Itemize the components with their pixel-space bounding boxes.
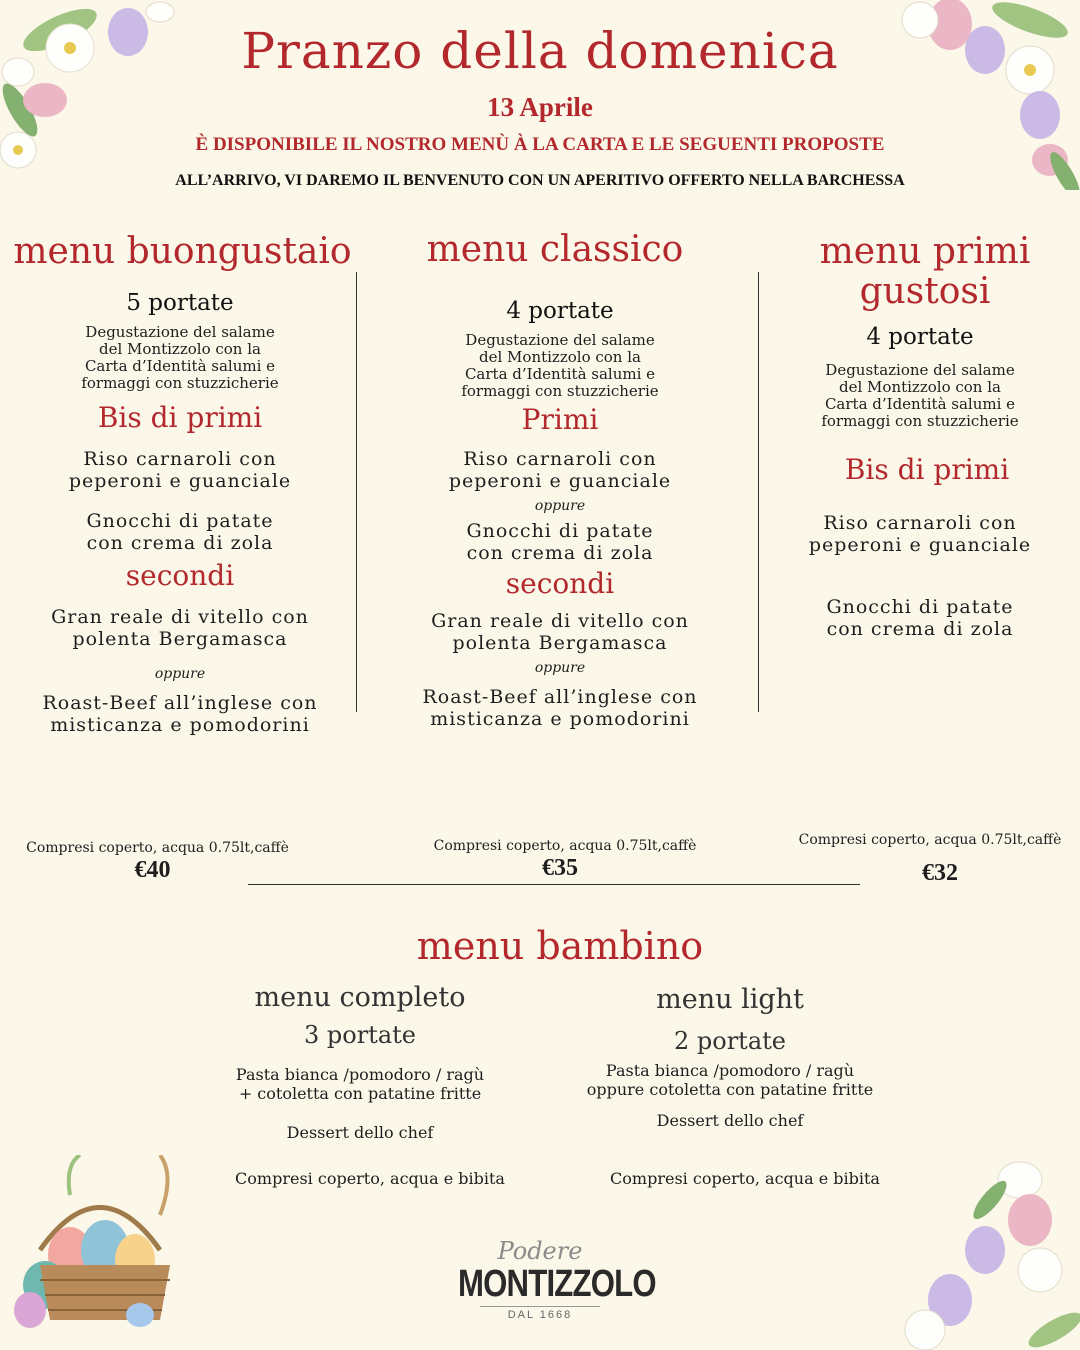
dish-item bbox=[10, 606, 350, 650]
menu-primi-gustosi-body bbox=[770, 324, 1070, 640]
price-primi-gustosi: €32 bbox=[922, 860, 958, 886]
menu-title-line: menu primi bbox=[819, 231, 1031, 272]
dish-item bbox=[390, 686, 730, 730]
price-buongustaio: €40 bbox=[134, 857, 171, 883]
included-note: Compresi coperto, acqua 0.75lt,caffè bbox=[798, 832, 1062, 848]
oppure-label: oppure bbox=[534, 660, 586, 676]
dish-line: Gnocchi di patate bbox=[826, 596, 1014, 618]
menu-buongustaio-body bbox=[10, 290, 350, 736]
oppure-label: oppure bbox=[534, 498, 586, 514]
floral-egg-decoration-bottom-right bbox=[890, 1140, 1080, 1350]
kids-dish bbox=[570, 1061, 890, 1099]
dish-line: con crema di zola bbox=[826, 618, 1014, 640]
desc-line: Degustazione del salame bbox=[825, 361, 1015, 379]
logo-since: DAL 1668 bbox=[480, 1306, 600, 1321]
kids-dish bbox=[205, 1065, 515, 1103]
desc-line: formaggi con stuzzicherie bbox=[461, 382, 659, 400]
included-note: Compresi coperto, acqua 0.75lt,caffè bbox=[26, 840, 289, 856]
page-title: Pranzo della domenica bbox=[241, 22, 839, 80]
dish-line: con crema di zola bbox=[86, 532, 274, 554]
dish-item bbox=[10, 692, 350, 736]
portate-count: 3 portate bbox=[304, 1021, 416, 1049]
dish-item bbox=[390, 448, 730, 492]
kids-included-note: Compresi coperto, acqua e bibita bbox=[610, 1169, 880, 1188]
dish-line: Gran reale di vitello con bbox=[51, 606, 309, 628]
kids-menu-title: menu bambino bbox=[416, 924, 704, 968]
easter-basket-illustration bbox=[10, 1155, 200, 1335]
degustazione-description bbox=[770, 362, 1070, 430]
dish-line: Pasta bianca /pomodoro / ragù bbox=[235, 1065, 485, 1084]
included-note: Compresi coperto, acqua 0.75lt,caffè bbox=[433, 838, 697, 854]
submenu-title: menu completo bbox=[254, 982, 466, 1013]
portate-count: 4 portate bbox=[866, 324, 974, 350]
dish-line: misticanza e pomodorini bbox=[430, 708, 690, 730]
dish-item bbox=[10, 448, 350, 492]
dish-line: Gnocchi di patate bbox=[86, 510, 274, 532]
dish-line: Riso carnaroli con bbox=[83, 448, 277, 470]
dessert-label: Dessert dello chef bbox=[656, 1111, 804, 1130]
dish-line: Riso carnaroli con bbox=[823, 512, 1017, 534]
dish-line: peperoni e guanciale bbox=[808, 534, 1032, 556]
desc-line: del Montizzolo con la bbox=[99, 340, 261, 358]
dish-item bbox=[10, 510, 350, 554]
section-heading: Primi bbox=[521, 403, 599, 436]
price-classico: €35 bbox=[542, 855, 578, 881]
desc-line: formaggi con stuzzicherie bbox=[81, 374, 279, 392]
menu-buongustaio bbox=[10, 232, 355, 272]
event-date: 13 Aprile bbox=[487, 92, 593, 122]
dish-line: peperoni e guanciale bbox=[448, 470, 672, 492]
desc-line: formaggi con stuzzicherie bbox=[821, 412, 1019, 430]
menu-classico bbox=[385, 230, 725, 270]
dish-line: Gnocchi di patate bbox=[466, 520, 654, 542]
dish-line: Roast-Beef all’inglese con bbox=[42, 692, 318, 714]
degustazione-description bbox=[10, 324, 350, 392]
portate-count: 4 portate bbox=[506, 298, 614, 324]
dish-line: peperoni e guanciale bbox=[68, 470, 292, 492]
menu-primi-gustosi bbox=[770, 232, 1080, 312]
portate-count: 2 portate bbox=[674, 1027, 786, 1055]
degustazione-description bbox=[390, 332, 730, 400]
dish-line: + cotoletta con patatine fritte bbox=[238, 1084, 482, 1103]
dish-line: Gran reale di vitello con bbox=[431, 610, 689, 632]
desc-line: Degustazione del salame bbox=[465, 331, 655, 349]
price-divider bbox=[248, 884, 860, 885]
section-heading: Bis di primi bbox=[97, 401, 263, 434]
availability-note: È DISPONIBILE IL NOSTRO MENÙ À LA CARTA E LE SEGUENTI PROPOSTE bbox=[195, 134, 885, 155]
montizzolo-logo bbox=[440, 1237, 656, 1321]
section-heading: secondi bbox=[125, 559, 235, 592]
logo-script: Podere bbox=[497, 1237, 583, 1265]
dish-line: misticanza e pomodorini bbox=[50, 714, 310, 736]
kids-menu-light bbox=[570, 984, 890, 1130]
section-heading: secondi bbox=[505, 567, 615, 600]
desc-line: del Montizzolo con la bbox=[839, 378, 1001, 396]
dish-line: polenta Bergamasca bbox=[72, 628, 288, 650]
desc-line: Carta d’Identità salumi e bbox=[84, 357, 276, 375]
dish-item bbox=[390, 610, 730, 654]
welcome-note: ALL’ARRIVO, VI DAREMO IL BENVENUTO CON UN APERITIVO OFFERTO NELLA BARCHESSA bbox=[175, 172, 905, 189]
menu-title-line: gustosi bbox=[859, 271, 991, 312]
submenu-title: menu light bbox=[656, 984, 804, 1015]
desc-line: Degustazione del salame bbox=[85, 323, 275, 341]
menu-title: menu classico bbox=[426, 229, 684, 270]
portate-count: 5 portate bbox=[126, 290, 234, 316]
menu-classico-body bbox=[390, 298, 730, 730]
desc-line: Carta d’Identità salumi e bbox=[464, 365, 656, 383]
dish-line: polenta Bergamasca bbox=[452, 632, 668, 654]
dish-line: oppure cotoletta con patatine fritte bbox=[586, 1080, 874, 1099]
oppure-label: oppure bbox=[154, 666, 206, 682]
dish-line: con crema di zola bbox=[466, 542, 654, 564]
dish-line: Pasta bianca /pomodoro / ragù bbox=[605, 1061, 855, 1080]
desc-line: del Montizzolo con la bbox=[479, 348, 641, 366]
dessert-label: Dessert dello chef bbox=[286, 1123, 434, 1142]
logo-name: MONTIZZOLO bbox=[458, 1263, 656, 1305]
dish-item bbox=[770, 596, 1070, 640]
dish-line: Roast-Beef all’inglese con bbox=[422, 686, 698, 708]
kids-menu-completo bbox=[205, 982, 515, 1142]
dish-line: Riso carnaroli con bbox=[463, 448, 657, 470]
section-heading: Bis di primi bbox=[844, 453, 1010, 486]
dish-item bbox=[770, 512, 1070, 556]
desc-line: Carta d’Identità salumi e bbox=[824, 395, 1016, 413]
menu-title: menu buongustaio bbox=[13, 231, 352, 272]
kids-included-note: Compresi coperto, acqua e bibita bbox=[235, 1169, 505, 1188]
column-divider bbox=[758, 272, 759, 712]
dish-item bbox=[390, 520, 730, 564]
column-divider bbox=[356, 272, 357, 712]
